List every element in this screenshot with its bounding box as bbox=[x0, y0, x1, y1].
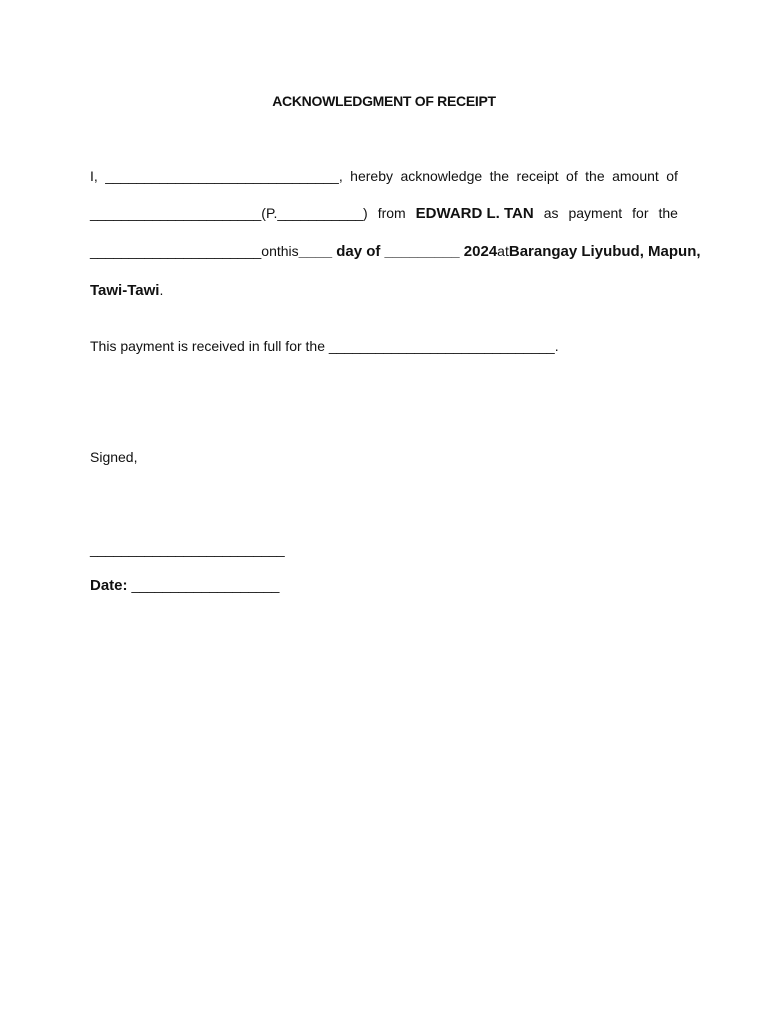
word-this: this bbox=[276, 243, 299, 259]
word-of-2: of bbox=[666, 168, 678, 184]
word-acknowledge: acknowledge bbox=[400, 168, 483, 184]
period: . bbox=[159, 282, 164, 298]
word-i: I, bbox=[90, 168, 98, 184]
word-amount: amount bbox=[612, 168, 659, 184]
payer-name: EDWARD L. TAN bbox=[415, 205, 534, 222]
name-blank: ______________________________, bbox=[105, 168, 343, 184]
signed-label: Signed, bbox=[90, 449, 138, 465]
word-the-2: the bbox=[585, 168, 605, 184]
word-payment: payment bbox=[568, 205, 623, 221]
word-as: as bbox=[543, 205, 559, 221]
word-on: on bbox=[261, 243, 277, 259]
paragraph1-line1 bbox=[90, 168, 678, 184]
word-at: at bbox=[497, 243, 509, 259]
word-for: for bbox=[632, 205, 649, 221]
paragraph2-text: This payment is received in full for the bbox=[90, 338, 325, 354]
amount-blank: ______________________(P.___________) bbox=[90, 205, 368, 221]
paragraph1-line4 bbox=[90, 282, 678, 299]
location-text: Barangay Liyubud, Mapun, bbox=[508, 243, 701, 260]
date-phrase: ____ day of _________ 2024 bbox=[298, 243, 498, 260]
purpose-blank: ______________________ bbox=[90, 243, 262, 259]
date-label: Date: bbox=[90, 577, 128, 594]
paragraph1-line3 bbox=[90, 243, 701, 260]
paragraph2-period: . bbox=[554, 338, 559, 354]
paragraph1-line2 bbox=[90, 205, 678, 222]
signature-line: _________________________ bbox=[90, 541, 285, 557]
document-title: ACKNOWLEDGMENT OF RECEIPT bbox=[272, 93, 496, 109]
location-province: Tawi-Tawi bbox=[90, 282, 160, 299]
word-hereby: hereby bbox=[350, 168, 393, 184]
date-line bbox=[90, 577, 678, 594]
paragraph2 bbox=[90, 338, 678, 354]
word-of: of bbox=[566, 168, 578, 184]
word-the: the bbox=[489, 168, 510, 184]
date-blank: ___________________ bbox=[131, 577, 280, 593]
word-receipt: receipt bbox=[516, 168, 559, 184]
paragraph2-blank: _____________________________ bbox=[328, 338, 555, 354]
word-the-3: the bbox=[658, 205, 678, 221]
word-from: from bbox=[377, 205, 406, 221]
